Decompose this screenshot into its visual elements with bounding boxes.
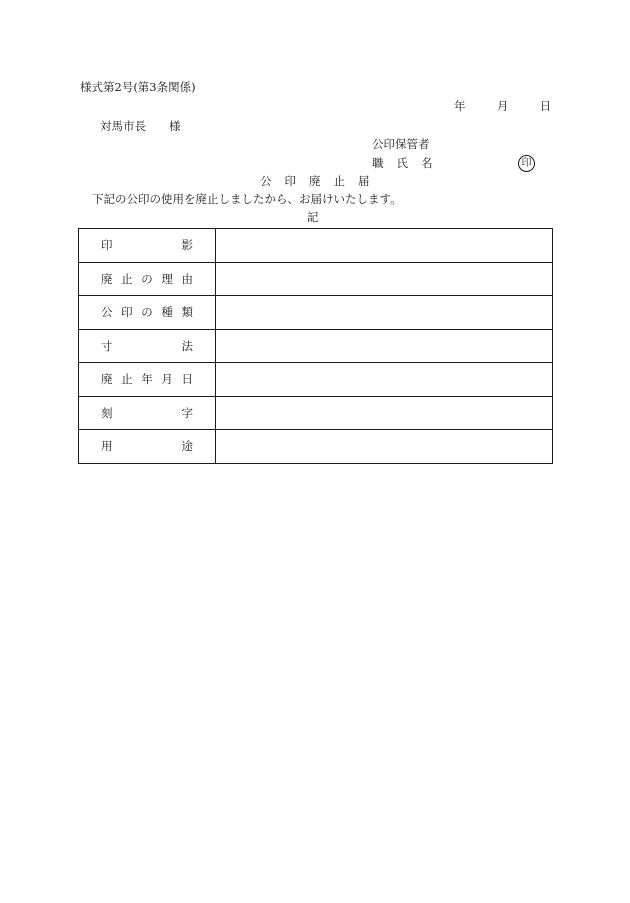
document-title-char: 止: [333, 174, 345, 188]
row-label-char: 寸: [101, 338, 113, 353]
document-title-char: 届: [358, 174, 370, 188]
title-char-2: 氏: [396, 156, 408, 170]
row-value-field[interactable]: [216, 396, 553, 430]
ki-label: 記: [307, 210, 319, 224]
form-number: 様式第2号(第3条関係): [80, 80, 196, 94]
row-label-char: 廃: [101, 372, 113, 387]
row-label: [79, 438, 215, 454]
title-char-1: 職: [372, 156, 384, 170]
row-label-char: 由: [181, 271, 193, 286]
table-row: [79, 430, 553, 464]
row-label-char: 止: [121, 372, 133, 387]
date-year-label: 年: [454, 99, 466, 113]
document-title-char: 公: [260, 174, 272, 188]
date-month-label: 月: [496, 99, 509, 113]
row-label-char: 印: [101, 238, 113, 253]
document-title: [260, 176, 370, 188]
row-label-cell: [79, 229, 216, 263]
row-label-char: 廃: [101, 271, 113, 286]
row-label-char: 途: [181, 439, 193, 454]
table-row: [79, 329, 553, 363]
row-label-cell: [79, 329, 216, 363]
row-value-field[interactable]: [216, 229, 553, 263]
row-label-char: 字: [181, 405, 193, 420]
row-value-field[interactable]: [216, 262, 553, 296]
row-label-char: 年: [141, 372, 153, 387]
row-label-char: 種: [161, 305, 173, 320]
row-label-cell: [79, 296, 216, 330]
document-title-char: 廃: [309, 174, 321, 188]
row-label-char: 月: [161, 372, 173, 387]
title-char-3: 名: [421, 156, 433, 170]
intro-text: 下記の公印の使用を廃止しましたから、お届けいたします。: [92, 192, 402, 206]
row-value-field[interactable]: [216, 329, 553, 363]
table-row: [79, 363, 553, 397]
date-line: [454, 101, 551, 113]
row-label-cell: [79, 262, 216, 296]
row-label: [79, 371, 215, 387]
addressee: 対馬市長 様: [100, 119, 181, 133]
row-label-char: 用: [101, 439, 113, 454]
row-label-char: 理: [161, 271, 173, 286]
row-value-field[interactable]: [216, 430, 553, 464]
row-label-char: 影: [181, 238, 193, 253]
row-label-char: の: [141, 305, 153, 320]
row-value-field[interactable]: [216, 296, 553, 330]
row-label-char: 刻: [101, 405, 113, 420]
document-title-char: 印: [284, 174, 296, 188]
date-day-label: 日: [539, 99, 552, 113]
row-label-cell: [79, 396, 216, 430]
row-label-char: 類: [181, 305, 193, 320]
row-label-cell: [79, 430, 216, 464]
table-row: [79, 396, 553, 430]
row-label-char: 日: [181, 372, 193, 387]
records-table: [78, 228, 553, 464]
row-label-char: 公: [101, 305, 113, 320]
row-label: [79, 338, 215, 354]
row-label-char: 止: [121, 271, 133, 286]
row-label-char: の: [141, 271, 153, 286]
table-row: [79, 229, 553, 263]
custodian-label: 公印保管者: [372, 137, 430, 151]
row-label: [79, 271, 215, 287]
table-row: [79, 296, 553, 330]
row-label: [79, 304, 215, 320]
row-label: [79, 237, 215, 253]
row-label-char: 法: [181, 338, 193, 353]
table-row: [79, 262, 553, 296]
row-label-cell: [79, 363, 216, 397]
row-label-char: 印: [121, 305, 133, 320]
row-value-field[interactable]: [216, 363, 553, 397]
custodian-title-name: [372, 158, 433, 170]
seal-mark: 印: [518, 155, 535, 172]
row-label: [79, 405, 215, 421]
